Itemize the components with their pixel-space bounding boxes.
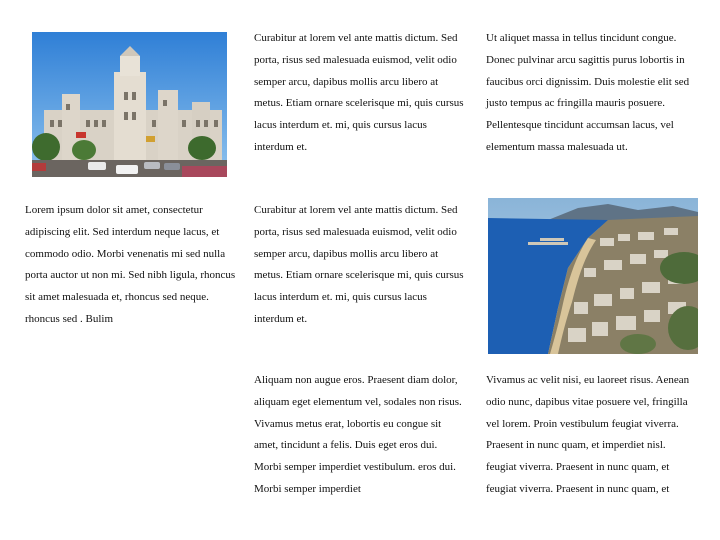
- text-block-r2c1: [25, 200, 237, 331]
- text-block-r1c2: [254, 28, 466, 159]
- paragraph: Ut aliquet massa in tellus tincidunt congue. Donec pulvinar arcu sagittis purus lobortis in faucibus orci dignissim. Duis molestie elit sed justo tempus ac fringilla mauris posuere. Pellentesque tincidunt accumsan lacus, vel elementum massa malesuada ut.: [486, 32, 690, 153]
- text-block-r3c3: [486, 370, 698, 501]
- paragraph: Lorem ipsum dolor sit amet, consectetur adipiscing elit. Sed interdum neque lacus, et commodo odio. Morbi venenatis mi sed nulla porta auctor ut non mi. Sed nibh ligula, rhoncus sit amet malesuada et, rhoncus sed neque. rhoncus sed . Bulim: [25, 204, 236, 325]
- paragraph: Curabitur at lorem vel ante mattis dictum. Sed porta, risus sed malesuada euismod, velit odio semper arcu, dapibus mollis arcu libero at metus. Etiam ornare scelerisque mi, quis cursus lacus interdum et. mi, quis cursus lacus interdum et.: [254, 32, 464, 153]
- text-block-r3c2: [254, 370, 466, 501]
- coastal-city-aerial-photo: [488, 198, 698, 354]
- paragraph: Vivamus ac velit nisi, eu laoreet risus. Aenean odio nunc, dapibus vitae posuere vel, fringilla vel lorem. Proin vestibulum feugiat viverra. Praesent in nunc quam, et imperdiet nisl. feugiat viverra. Praesent in nunc quam, et feugiat viverra. Praesent in nunc quam, et: [486, 374, 690, 495]
- text-block-r1c3: [486, 28, 698, 159]
- text-block-r2c2: [254, 200, 466, 331]
- paragraph: Curabitur at lorem vel ante mattis dictum. Sed porta, risus sed malesuada euismod, velit odio semper arcu, dapibus mollis arcu libero at metus. Etiam ornare scelerisque mi, quis cursus lacus interdum et. mi, quis cursus lacus interdum et.: [254, 204, 464, 325]
- paragraph: Aliquam non augue eros. Praesent diam dolor, aliquam eget elementum vel, sodales non risus. Vivamus metus erat, lobortis eu congue sit amet, tincidunt a felis. Duis eget eros dui. Morbi semper imperdiet vestibulum. eros dui. Morbi semper imperdiet: [254, 374, 462, 495]
- madrid-cibeles-palace-photo: [32, 32, 227, 177]
